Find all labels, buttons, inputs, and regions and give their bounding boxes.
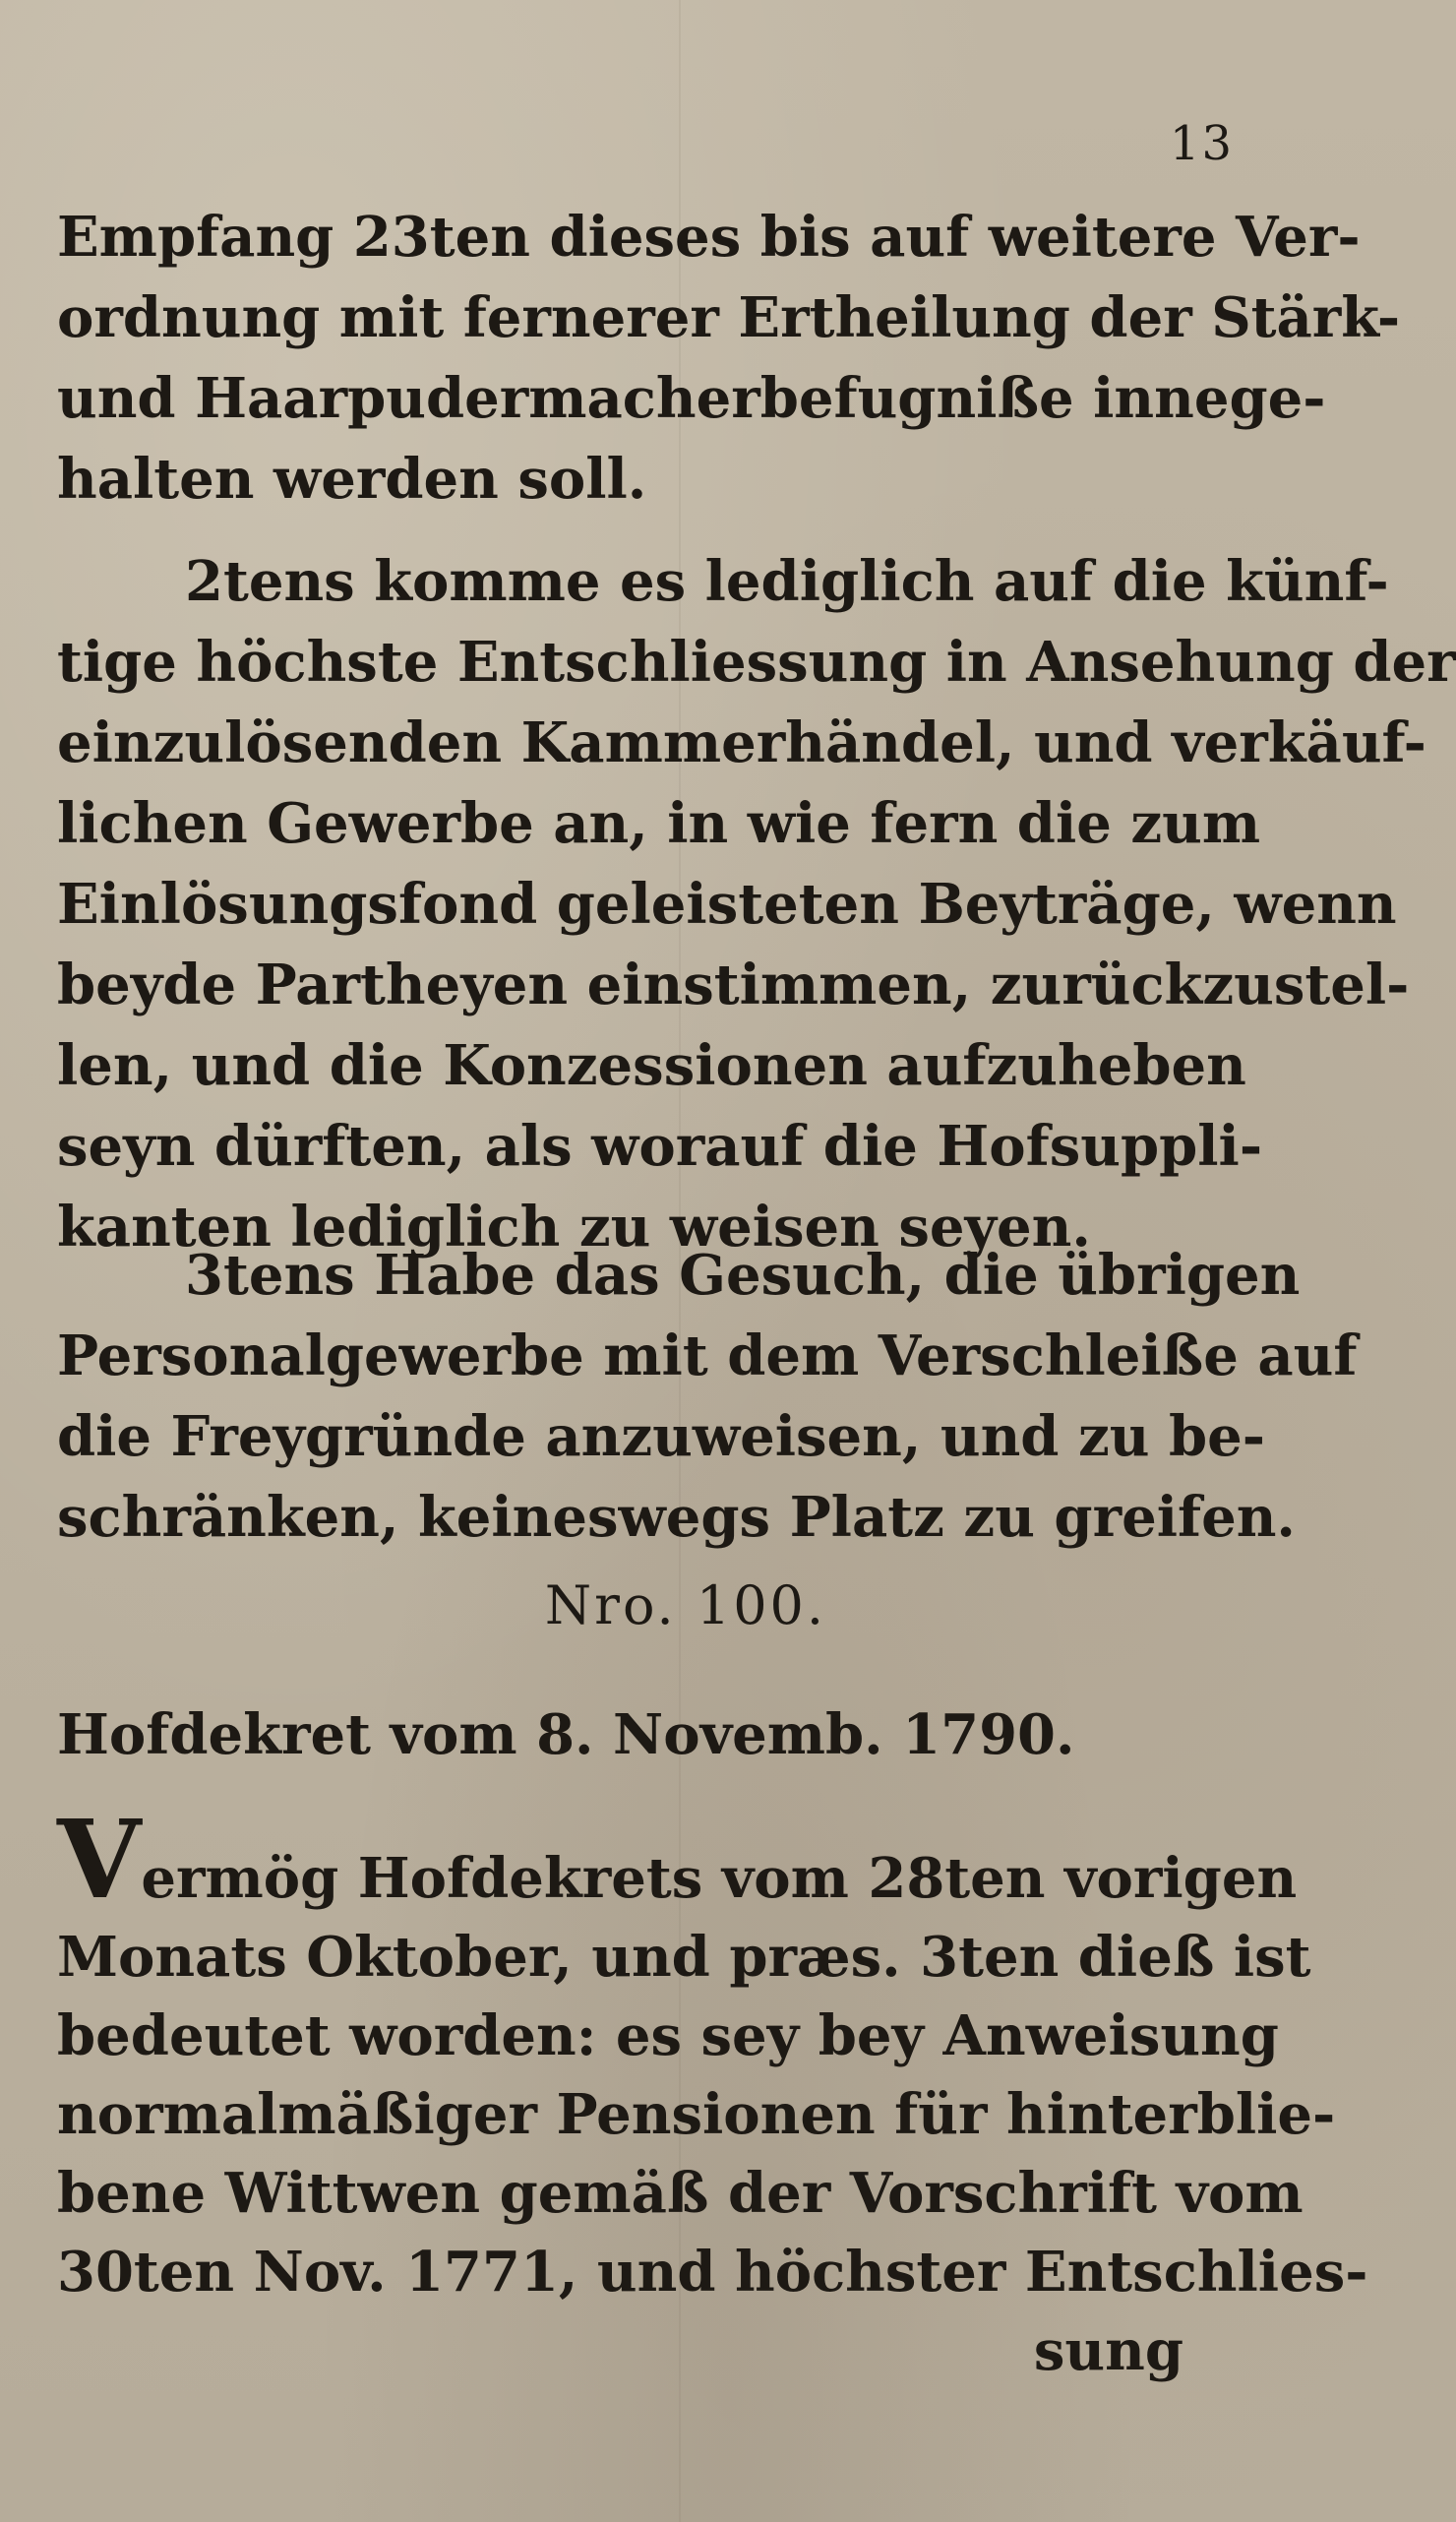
page-number: 13 bbox=[1169, 116, 1234, 171]
paragraph-third-point bbox=[57, 1235, 1358, 1558]
text-line: ordnung mit fernerer Ertheilung der Stärk- bbox=[57, 285, 1401, 350]
text-line: 3tens Habe das Gesuch, die übrigen bbox=[185, 1243, 1301, 1308]
decree-date-heading: Hofdekret vom 8. Novemb. 1790. bbox=[57, 1702, 1075, 1767]
paragraph-second-point bbox=[57, 541, 1456, 1267]
text-line: tige höchste Entschliessung in Ansehung der bbox=[57, 630, 1456, 695]
text-line-with-dropcap bbox=[57, 1796, 1298, 1923]
text-line: Personalgewerbe mit dem Verschleiße auf bbox=[57, 1323, 1358, 1388]
text-line: halten werden soll. bbox=[57, 447, 647, 512]
catchword: sung bbox=[1033, 2318, 1183, 2383]
text-line: die Freygründe anzuweisen, und zu be- bbox=[57, 1404, 1265, 1469]
text-line: 2tens komme es lediglich auf die künf- bbox=[185, 549, 1389, 614]
paragraph-continuation bbox=[57, 197, 1401, 520]
text-line: normalmäßiger Pensionen für hinterblie- bbox=[57, 2082, 1336, 2147]
text-line: Monats Oktober, und præs. 3ten dieß ist bbox=[57, 1925, 1311, 1990]
text-line: lichen Gewerbe an, in wie fern die zum bbox=[57, 791, 1261, 856]
text-line: schränken, keineswegs Platz zu greifen. bbox=[57, 1485, 1296, 1550]
text-line: bedeutet worden: es sey bey Anweisung bbox=[57, 2003, 1279, 2068]
decree-number-heading: Nro. 100. bbox=[544, 1574, 827, 1636]
text-line: Einlösungsfond geleisteten Beyträge, wenn bbox=[57, 872, 1397, 937]
text-line: Empfang 23ten dieses bis auf weitere Ver- bbox=[57, 205, 1361, 270]
text-line: einzulösenden Kammerhändel, und verkäuf- bbox=[57, 710, 1426, 775]
text-line: seyn dürften, als worauf die Hofsuppli- bbox=[57, 1114, 1263, 1179]
text-line: ermög Hofdekrets vom 28ten vorigen bbox=[141, 1846, 1298, 1911]
paragraph-decree-body bbox=[57, 1796, 1368, 2390]
text-line: len, und die Konzessionen aufzuheben bbox=[57, 1033, 1246, 1098]
text-line: beyde Partheyen einstimmen, zurückzustel- bbox=[57, 953, 1410, 1017]
drop-cap: V bbox=[57, 1796, 142, 1923]
text-line: und Haarpudermacherbefugniße innege- bbox=[57, 366, 1326, 431]
text-line: bene Wittwen gemäß der Vorschrift vom bbox=[57, 2161, 1304, 2226]
text-line: kanten lediglich zu weisen seyen. bbox=[57, 1195, 1091, 1260]
text-line: 30ten Nov. 1771, und höchster Entschlies- bbox=[57, 2240, 1368, 2305]
